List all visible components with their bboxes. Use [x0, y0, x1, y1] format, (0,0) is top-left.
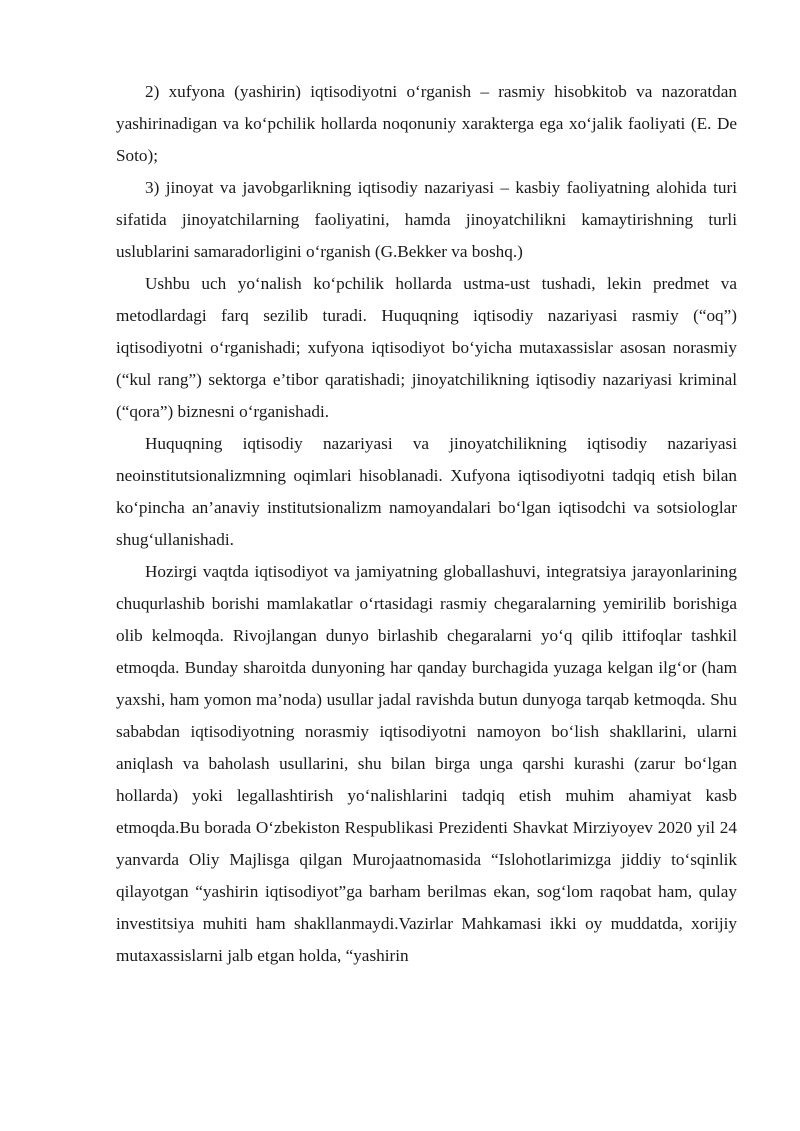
paragraph-globalization: Hozirgi vaqtda iqtisodiyot va jamiyatning globallashuvi, integratsiya jarayonlarining chuqurlashib borishi mamlakatlar o‘rtasidagi rasmiy chegaralarning yemirilib borishiga olib kelmoqda. Rivojlangan dunyo birlashib chegaralarni yo‘q qilib ittifoqlar tashkil etmoqda. Bunday sharoitda dunyoning har qanday burchagida yuzaga kelgan ilg‘or (ham yaxshi, ham yomon ma’noda) usullar jadal ravishda butun dunyoga tarqab ketmoqda. Shu sababdan iqtisodiyotning norasmiy iqtisodiyotni namoyon bo‘lish shakllarini, ularni aniqlash va baholash usullarini, shu bilan birga unga qarshi kurashi (zarur bo‘lgan hollarda) yoki legallashtirish yo‘nalishlarini tadqiq etish muhim ahamiyat kasb etmoqda.Bu borada O‘zbekiston Respublikasi Prezidenti Shavkat Mirziyoyev 2020 yil 24 yanvarda Oliy Majlisga qilgan Murojaatnomasida “Islohotlarimizga jiddiy to‘sqinlik qilayotgan “yashirin iqtisodiyot”ga barham berilmas ekan, sog‘lom raqobat ham, qulay investitsiya muhiti ham shakllanmaydi.Vazirlar Mahkamasi ikki oy muddatda, xorijiy mutaxassislarni jalb etgan holda, “yashirin — [116, 562, 737, 965]
paragraph-crime-economics: 3) jinoyat va javobgarlikning iqtisodiy nazariyasi – kasbiy faoliyatning alohida turi sifatida jinoyatchilarning faoliyatini, hamda jinoyatchilikni kamaytirishning turli uslublarini samaradorligini o‘rganish (G.Bekker va boshq.) — [116, 178, 737, 261]
paragraph-three-directions: Ushbu uch yo‘nalish ko‘pchilik hollarda ustma-ust tushadi, lekin predmet va metodlardagi farq sezilib turadi. Huquqning iqtisodiy nazariyasi rasmiy (“oq”) iqtisodiyotni o‘rganishadi; xufyona iqtisodiyot bo‘yicha mutaxassislar asosan norasmiy (“kul rang”) sektorga e’tibor qaratishadi; jinoyatchilikning iqtisodiy nazariyasi kriminal (“qora”) biznesni o‘rganishadi. — [116, 274, 737, 421]
document-body — [116, 76, 737, 972]
paragraph-neoinstitutionalism: Huquqning iqtisodiy nazariyasi va jinoyatchilikning iqtisodiy nazariyasi neoinstitutsionalizmning oqimlari hisoblanadi. Xufyona iqtisodiyotni tadqiq etish bilan ko‘pincha an’anaviy institutsionalizm namoyandalari bo‘lgan iqtisodchi va sotsiologlar shug‘ullanishadi. — [116, 434, 737, 549]
paragraph-shadow-economy: 2) xufyona (yashirin) iqtisodiyotni o‘rganish – rasmiy hisobkitob va nazoratdan yashirinadigan va ko‘pchilik hollarda noqonuniy xarakterga ega xo‘jalik faoliyati (E. De Soto); — [116, 82, 737, 165]
